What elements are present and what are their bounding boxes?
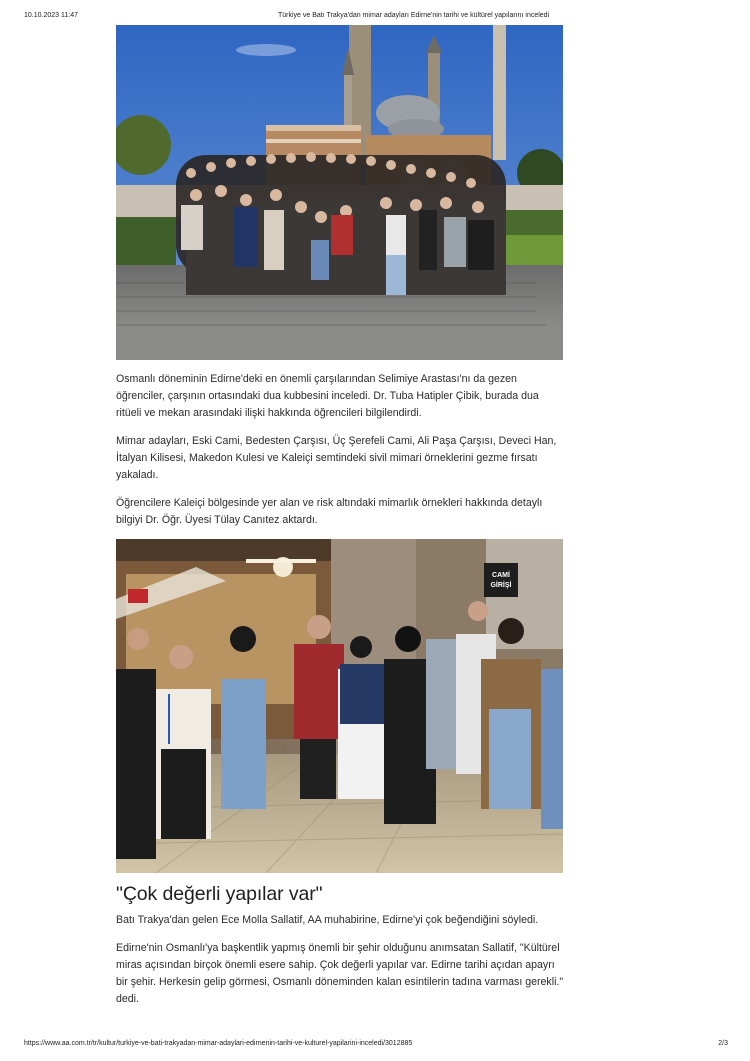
paragraph: Osmanlı döneminin Edirne'deki en önemli çarşılarından Selimiye Arastası'nı da gezen öğrenciler, çarşının ortasındaki dua kubbesini inceledi. Dr. Tuba Hatipler Çibik, burada dua ritüeli ve mekan arasındaki ilişki hakkında öğrencileri bilgilendirdi. xyxy=(116,373,539,419)
page-number: 2/3 xyxy=(718,1040,728,1047)
paragraph: Edirne'nin Osmanlı'ya başkentlik yapmış önemli bir şehir olduğunu anımsatan Sallatif, "Kültürel miras açısından birçok önemli esere sahip. Çok değerli yapılar var. Edirne tarihi açıdan apayrı bir şehir. Herkesin gelip görmesi, Osmanlı döneminden kalan esintilerin tadına varması gerekli." dedi. xyxy=(116,942,564,1005)
print-datetime: 10.10.2023 11:47 xyxy=(24,12,78,19)
group-photo-bazaar xyxy=(116,539,563,873)
sign-line-1: CAMİ xyxy=(492,572,510,579)
sign-line-2: GİRİŞİ xyxy=(490,582,512,589)
paragraph: Öğrencilere Kaleiçi bölgesinde yer alan ve risk altındaki mimarlık örnekleri hakkında detaylı bilgiyi Dr. Öğr. Üyesi Tülay Canıtez aktardı. xyxy=(116,497,543,526)
print-url: https://www.aa.com.tr/tr/kultur/turkiye-ve-bati-trakyadan-mimar-adaylari-edirnenin-tarihi-ve-kulturel-yapilarini-inceledi/3012885 xyxy=(24,1040,413,1047)
paragraph: Mimar adayları, Eski Cami, Bedesten Çarşısı, Üç Şerefeli Cami, Ali Paşa Çarşısı, Deveci Han, İtalyan Kilisesi, Makedon Kulesi ve Kaleiçi semtindeki sivil mimari örneklerini gezme fırsatı yakaladı. xyxy=(116,435,557,481)
paragraph: Batı Trakya'dan gelen Ece Molla Sallatif, AA muhabirine, Edirne'yi çok beğendiğini söyledi. xyxy=(116,914,539,926)
section-heading: "Çok değerli yapılar var" xyxy=(116,883,323,905)
print-page-title: Türkiye ve Batı Trakya'dan mimar adayları Edirne'nin tarihi ve kültürel yapılarını inceledi xyxy=(278,12,550,19)
group-photo-selimiye-mosque xyxy=(116,25,563,360)
